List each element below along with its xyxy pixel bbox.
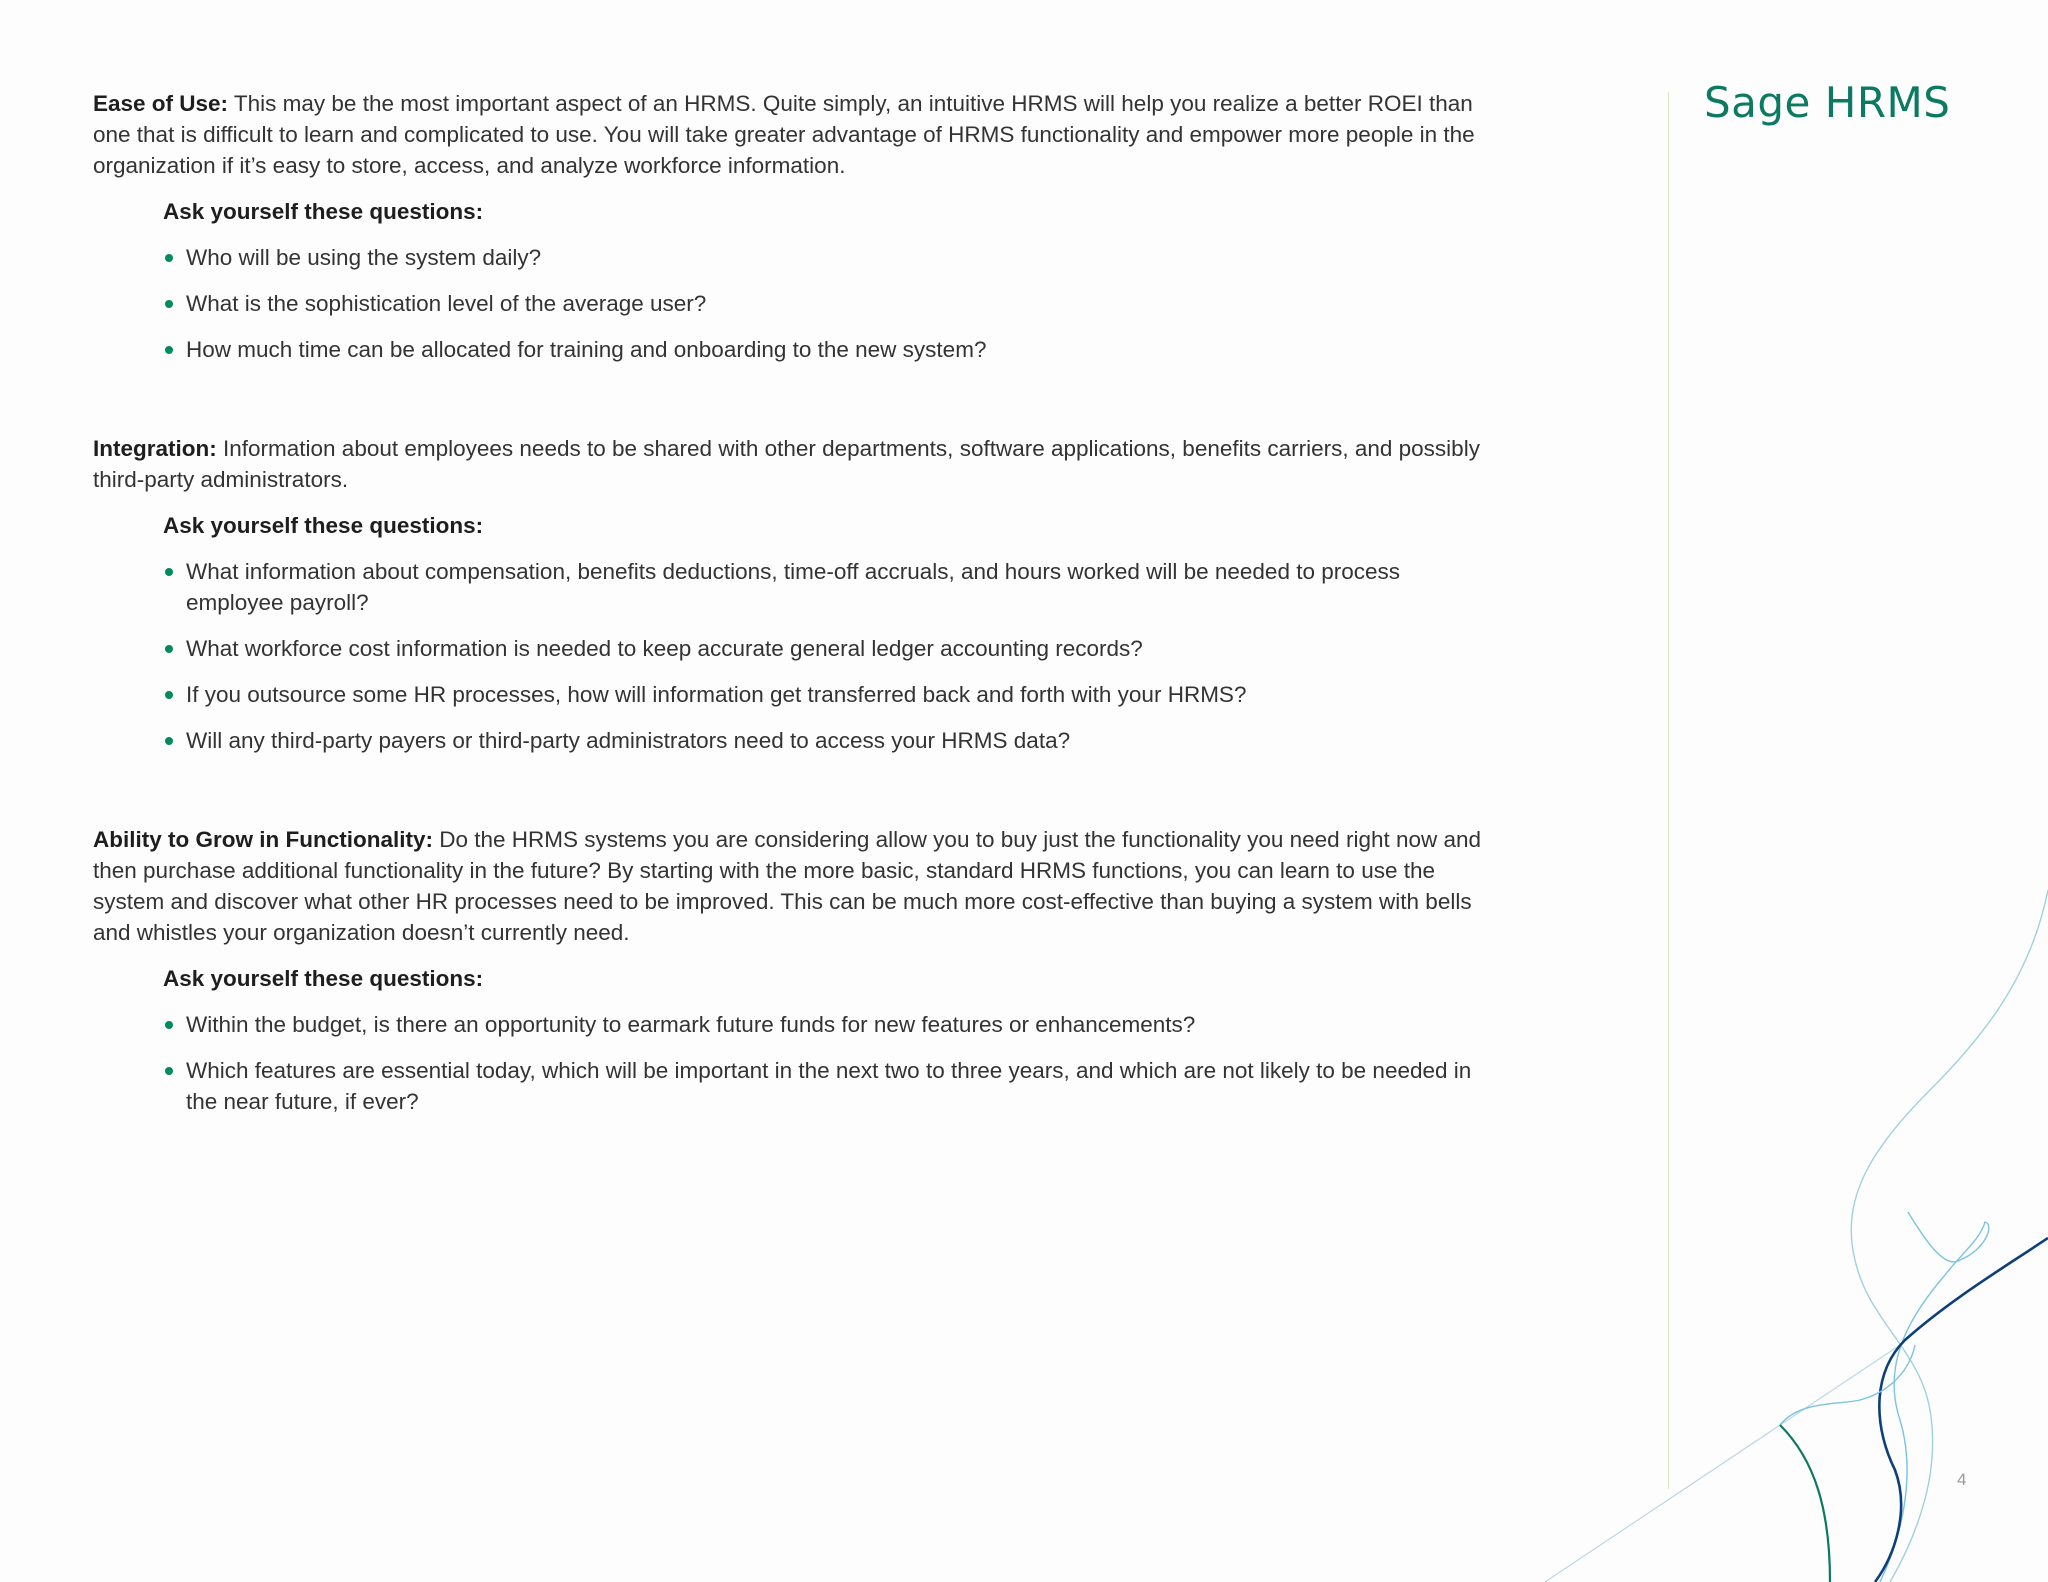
swoosh-line [1851, 890, 2048, 1582]
page-number: 4 [1957, 1470, 1967, 1489]
sage-hrms-logo: Sage HRMS [1704, 78, 1951, 127]
questions-heading: Ask yourself these questions: [163, 966, 484, 991]
question-text: If you outsource some HR processes, how will information get transferred back and forth with your HRMS? [186, 682, 1247, 707]
question-text: What is the sophistication level of the average user? [186, 291, 707, 316]
swoosh-line [1545, 1345, 1900, 1582]
section-text: Information about employees needs to be shared with other departments, software applications, benefits carriers, and possibly third-party administrators. [93, 436, 1480, 492]
swoosh-line [1780, 1425, 1830, 1582]
question-text: Within the budget, is there an opportunity to earmark future funds for new features or enhancements? [186, 1012, 1196, 1037]
question-text: What workforce cost information is needed to keep accurate general ledger accounting records? [186, 636, 1143, 661]
section-text: This may be the most important aspect of an HRMS. Quite simply, an intuitive HRMS will help you realize a better ROEI than one that is difficult to learn and complicated to use. You will take greater advantage of HRMS functionality and empower more people in the organization if it’s easy to store, access, and analyze workforce information. [93, 91, 1475, 178]
questions-heading: Ask yourself these questions: [163, 199, 484, 224]
questions-heading: Ask yourself these questions: [163, 513, 484, 538]
section-lead: Ability to Grow in Functionality: [93, 827, 433, 852]
section-text: Do the HRMS systems you are considering allow you to buy just the functionality you need right now and then purchase additional functionality in the future? By starting with the more basic, standard HRMS functions, you can learn to use the system and discover what other HR processes need to be improved. This can be much more cost-effective than buying a system with bells and whistles your organization doesn’t currently need. [93, 827, 1482, 945]
section-lead: Ease of Use: [93, 91, 229, 116]
question-text: How much time can be allocated for training and onboarding to the new system? [186, 337, 987, 362]
question-text: Will any third-party payers or third-party administrators need to access your HRMS data? [186, 728, 1071, 753]
question-text: Who will be using the system daily? [186, 245, 542, 270]
section-lead: Integration: [93, 436, 217, 461]
question-text: Which features are essential today, which will be important in the next two to three years, and which are not likely to be needed in the near future, if ever? [186, 1058, 1472, 1114]
question-text: What information about compensation, benefits deductions, time-off accruals, and hours worked will be needed to process employee payroll? [186, 559, 1401, 615]
swoosh-line [1875, 1238, 2048, 1582]
swoosh-line [1880, 1212, 1989, 1582]
